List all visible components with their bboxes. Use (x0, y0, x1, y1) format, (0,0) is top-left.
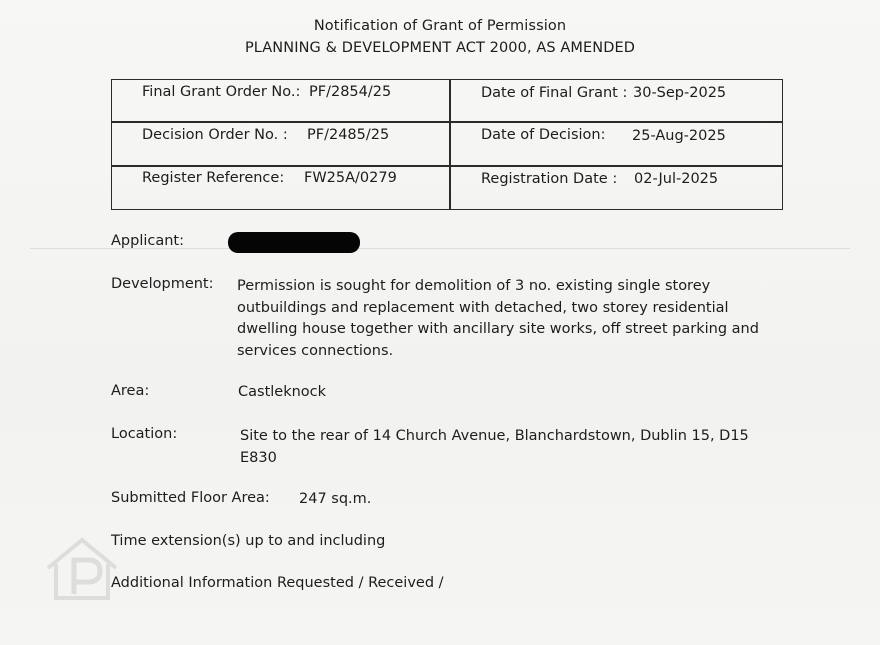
location-value (240, 426, 749, 469)
table-divider-vertical (449, 80, 451, 209)
floor-area-label: Submitted Floor Area: (111, 490, 270, 506)
register-reference-label: Register Reference: (142, 170, 285, 186)
location-line: E830 (240, 449, 277, 466)
applicant-label: Applicant: (111, 233, 185, 249)
table-divider-row-2 (112, 165, 782, 167)
area-label: Area: (111, 383, 150, 399)
location-label: Location: (111, 426, 178, 442)
additional-information-line: Additional Information Requested / Received / (111, 575, 444, 591)
date-decision-label: Date of Decision: (481, 127, 606, 143)
final-grant-order-label: Final Grant Order No.: (142, 84, 301, 100)
register-reference-value: FW25A/0279 (304, 170, 397, 186)
area-value: Castleknock (238, 384, 327, 400)
table-divider-row-1 (112, 121, 782, 123)
applicant-name-redaction (228, 232, 360, 253)
date-final-grant-value: 30-Sep-2025 (633, 85, 727, 101)
registration-date-value: 02-Jul-2025 (634, 171, 719, 187)
floor-area-value: 247 sq.m. (299, 491, 372, 507)
document-subtitle: PLANNING & DEVELOPMENT ACT 2000, AS AMENDED (244, 40, 636, 56)
location-line: Site to the rear of 14 Church Avenue, Blanchardstown, Dublin 15, D15 (240, 428, 749, 444)
decision-order-value: PF/2485/25 (307, 127, 390, 143)
date-decision-value: 25-Aug-2025 (632, 128, 726, 144)
date-final-grant-label: Date of Final Grant : (481, 85, 628, 101)
development-line: services connections. (237, 342, 394, 359)
decision-order-label: Decision Order No. : (142, 127, 288, 143)
grant-details-table (111, 79, 783, 210)
development-label: Development: (111, 276, 214, 292)
development-description (237, 276, 759, 362)
final-grant-order-value: PF/2854/25 (309, 84, 392, 100)
development-line: outbuildings and replacement with detached, two storey residential (237, 299, 729, 316)
document-title: Notification of Grant of Permission (313, 18, 567, 34)
watermark-logo-icon (42, 536, 122, 602)
development-line: Permission is sought for demolition of 3 no. existing single storey (237, 278, 711, 294)
development-line: dwelling house together with ancillary site works, off street parking and (237, 321, 759, 337)
registration-date-label: Registration Date : (481, 171, 618, 187)
time-extension-line: Time extension(s) up to and including (111, 533, 386, 549)
